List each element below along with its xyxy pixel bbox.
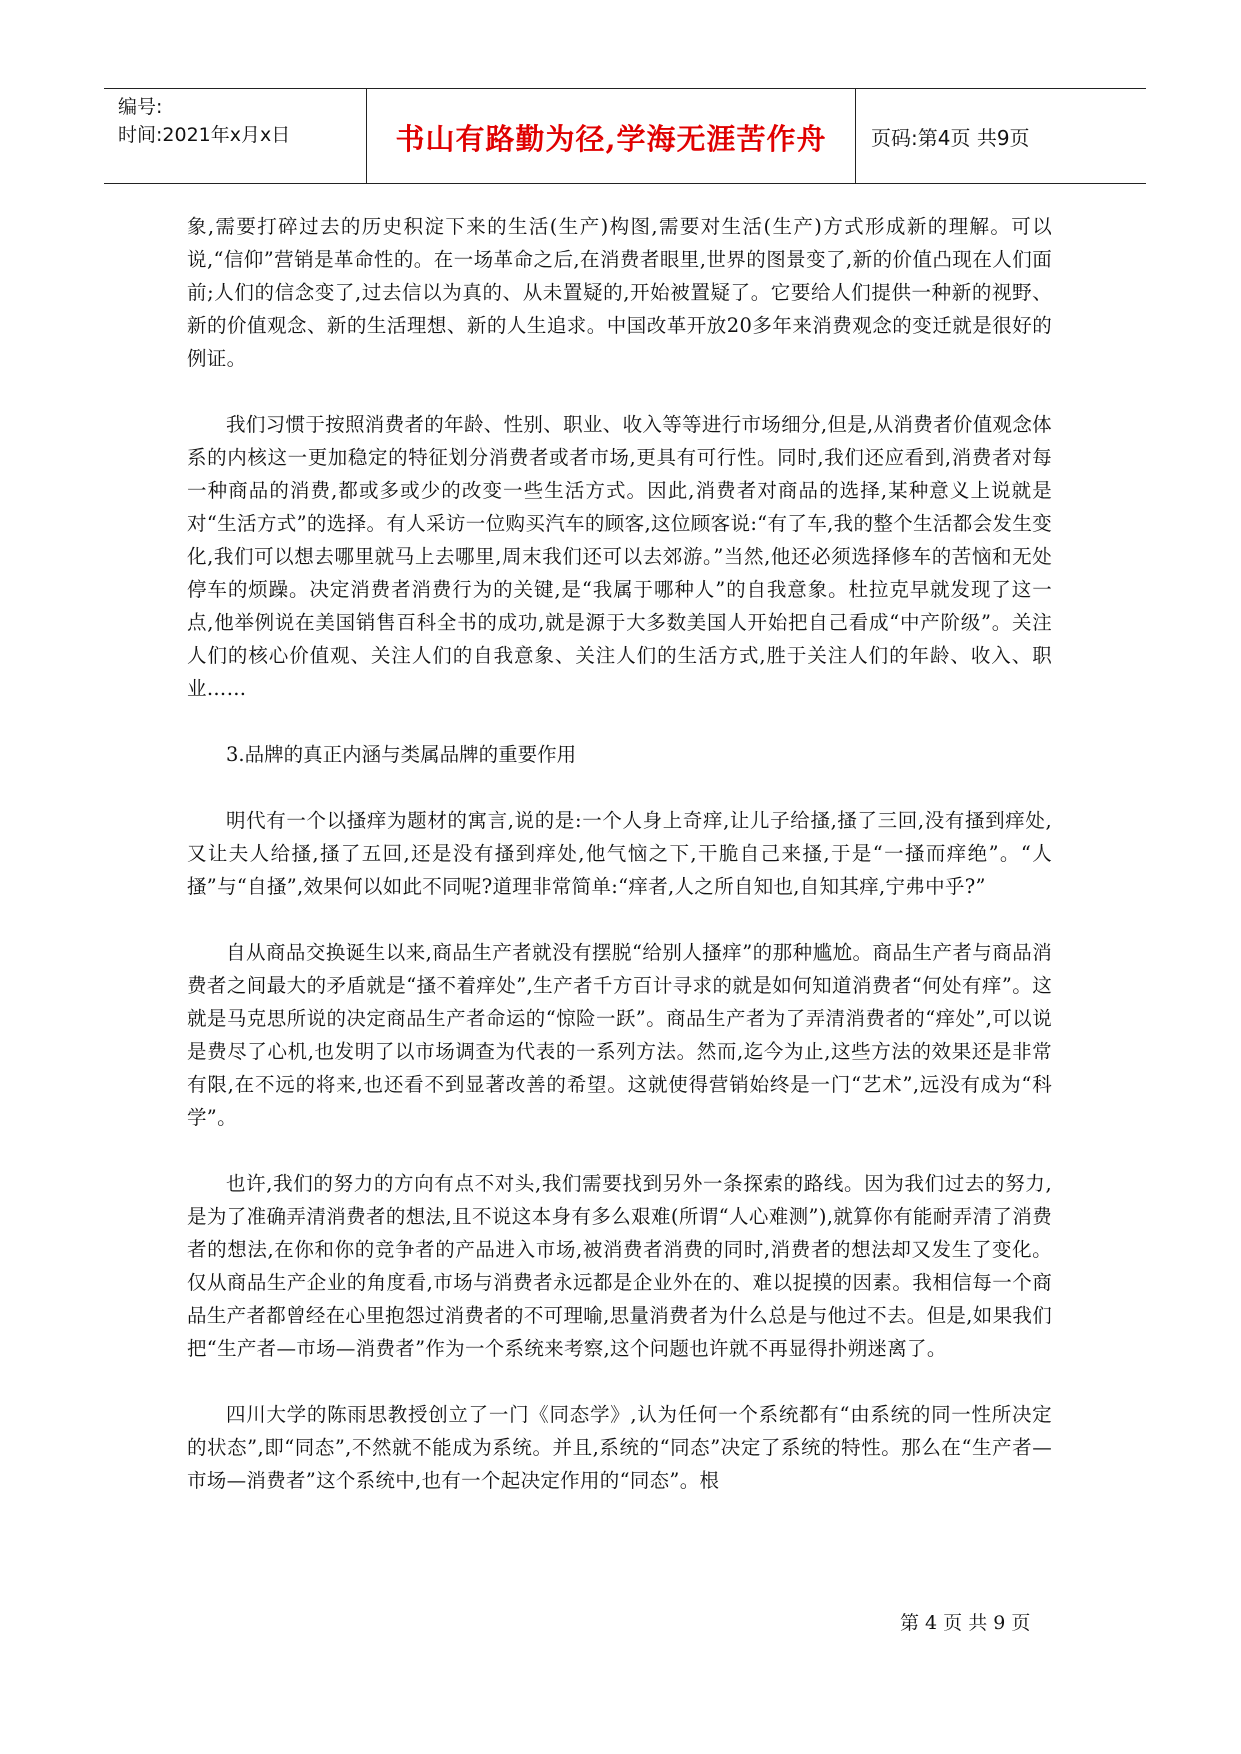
paragraph: 也许,我们的努力的方向有点不对头,我们需要找到另外一条探索的路线。因为我们过去的努力,是为了准确弄清消费者的想法,且不说这本身有多么艰难(所谓“人心难测”),就算你有能耐弄清了消费者的想法,在你和你的竞争者的产品进入市场,被消费者消费的同时,消费者的想法却又发生了变化。仅从商品生产企业的角度看,市场与消费者永远都是企业外在的、难以捉摸的因素。我相信每一个商品生产者都曾经在心里抱怨过消费者的不可理喻,思量消费者为什么总是与他过不去。但是,如果我们把“生产者—市场—消费者”作为一个系统来考察,这个问题也许就不再显得扑朔迷离了。 bbox=[187, 1172, 1052, 1360]
paragraph: 明代有一个以搔痒为题材的寓言,说的是:一个人身上奇痒,让儿子给搔,搔了三回,没有搔到痒处,又让夫人给搔,搔了五回,还是没有搔到痒处,他气恼之下,干脆自己来搔,于是“一搔而痒绝”。“人搔”与“自搔”,效果何以如此不同呢?道理非常简单:“痒者,人之所自知也,自知其痒,宁弗中乎?” bbox=[187, 809, 1052, 898]
document-number-label: 编号: bbox=[118, 96, 163, 118]
paragraph: 我们习惯于按照消费者的年龄、性别、职业、收入等等进行市场细分,但是,从消费者价值观念体系的内核这一更加稳定的特征划分消费者或者市场,更具有可行性。同时,我们还应看到,消费者对每一种商品的消费,都或多或少的改变一些生活方式。因此,消费者对商品的选择,某种意义上说就是对“生活方式”的选择。有人采访一位购买汽车的顾客,这位顾客说:“有了车,我的整个生活都会发生变化,我们可以想去哪里就马上去哪里,周末我们还可以去郊游。”当然,他还必须选择修车的苦恼和无处停车的烦躁。决定消费者消费行为的关键,是“我属于哪种人”的自我意象。杜拉克早就发现了这一点,他举例说在美国销售百科全书的成功,就是源于大多数美国人开始把自己看成“中产阶级”。关注人们的核心价值观、关注人们的自我意象、关注人们的生活方式,胜于关注人们的年龄、收入、职业…… bbox=[187, 413, 1052, 700]
header-page-cell bbox=[857, 89, 1146, 183]
document-body bbox=[187, 210, 1052, 1530]
header-motto: 书山有路勤为径,学海无涯苦作舟 bbox=[395, 122, 827, 156]
paragraph: 象,需要打碎过去的历史积淀下来的生活(生产)构图,需要对生活(生产)方式形成新的理解。可以说,“信仰”营销是革命性的。在一场革命之后,在消费者眼里,世界的图景变了,新的价值凸现在人们面前;人们的信念变了,过去信以为真的、从未置疑的,开始被置疑了。它要给人们提供一种新的视野、新的价值观念、新的生活理想、新的人生追求。中国改革开放20多年来消费观念的变迁就是很好的例证。 bbox=[187, 215, 1052, 370]
document-time-label: 时间:2021年x月x日 bbox=[118, 124, 291, 146]
header-meta-cell bbox=[104, 89, 367, 183]
header-page-info: 页码:第4页 共9页 bbox=[871, 126, 1030, 150]
header-motto-cell bbox=[367, 89, 856, 183]
paragraph: 自从商品交换诞生以来,商品生产者就没有摆脱“给别人搔痒”的那种尴尬。商品生产者与商品消费者之间最大的矛盾就是“搔不着痒处”,生产者千方百计寻求的就是如何知道消费者“何处有痒”。这就是马克思所说的决定商品生产者命运的“惊险一跃”。商品生产者为了弄清消费者的“痒处”,可以说是费尽了心机,也发明了以市场调查为代表的一系列方法。然而,迄今为止,这些方法的效果还是非常有限,在不远的将来,也还看不到显著改善的希望。这就使得营销始终是一门“艺术”,远没有成为“科学”。 bbox=[187, 941, 1052, 1129]
section-heading: 3.品牌的真正内涵与类属品牌的重要作用 bbox=[226, 743, 577, 766]
page-header bbox=[104, 88, 1146, 184]
page-footer: 第 4 页 共 9 页 bbox=[900, 1612, 1031, 1634]
paragraph: 四川大学的陈雨思教授创立了一门《同态学》,认为任何一个系统都有“由系统的同一性所决定的状态”,即“同态”,不然就不能成为系统。并且,系统的“同态”决定了系统的特性。那么在“生产者—市场—消费者”这个系统中,也有一个起决定作用的“同态”。根 bbox=[187, 1403, 1052, 1492]
